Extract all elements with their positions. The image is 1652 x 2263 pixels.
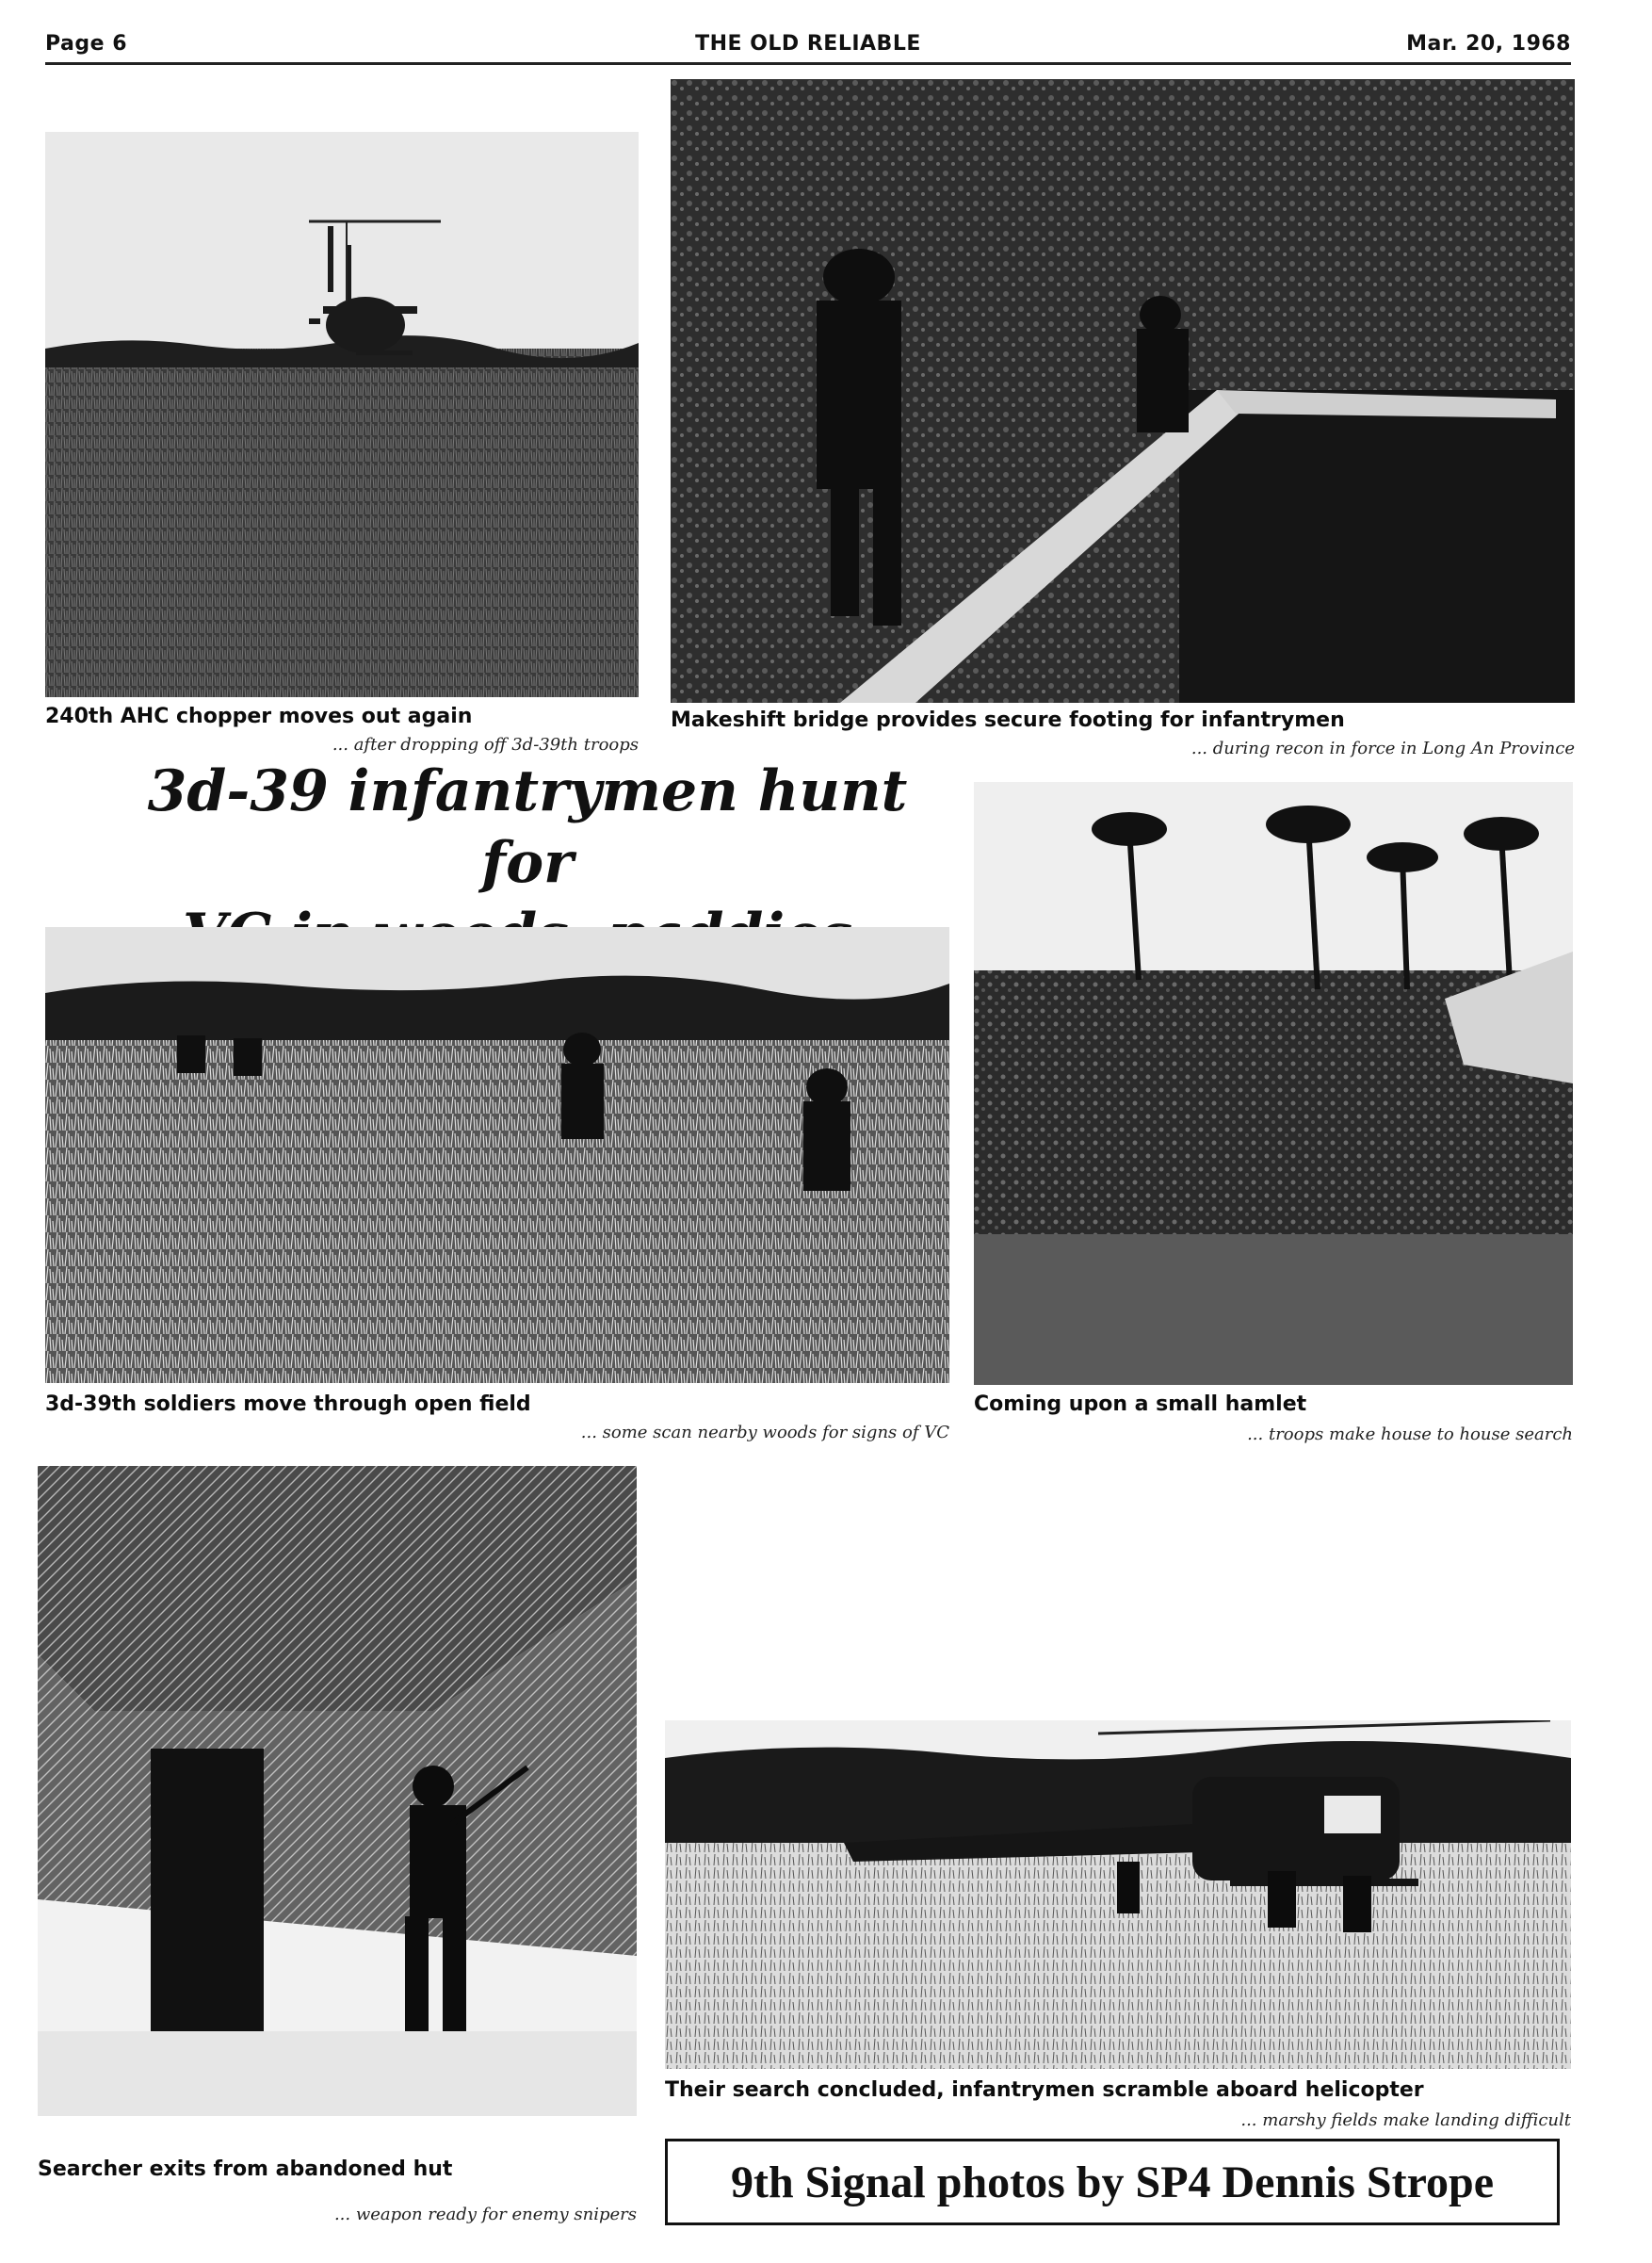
- photo-credit: 9th Signal photos by SP4 Dennis Strope: [665, 2139, 1560, 2225]
- photo-chopper: [45, 132, 639, 697]
- caption-hamlet: Coming upon a small hamlet: [974, 1392, 1307, 1416]
- newspaper-title: THE OLD RELIABLE: [695, 32, 921, 56]
- headline-line-1: 3d-39 infantrymen hunt for: [147, 758, 908, 896]
- photo-open-field: [45, 927, 949, 1383]
- subcaption-bridge: ... during recon in force in Long An Province: [1190, 739, 1575, 758]
- subcaption-open-field: ... some scan nearby woods for signs of VC: [580, 1423, 949, 1442]
- page-number: Page 6: [45, 32, 128, 56]
- subcaption-hut: ... weapon ready for enemy snipers: [333, 2205, 637, 2224]
- issue-date: Mar. 20, 1968: [1406, 32, 1571, 56]
- caption-helicopter-pickup: Their search concluded, infantrymen scramble aboard helicopter: [665, 2078, 1424, 2102]
- subcaption-hamlet: ... troops make house to house search: [1247, 1425, 1573, 1444]
- caption-chopper: 240th AHC chopper moves out again: [45, 705, 473, 728]
- caption-bridge: Makeshift bridge provides secure footing for infantrymen: [671, 708, 1345, 732]
- photo-hamlet: [974, 782, 1573, 1385]
- photo-helicopter-pickup: [665, 1720, 1571, 2069]
- caption-hut: Searcher exits from abandoned hut: [38, 2157, 453, 2181]
- caption-open-field: 3d-39th soldiers move through open field: [45, 1392, 531, 1416]
- photo-hut: [38, 1466, 637, 2116]
- masthead: [45, 28, 1571, 65]
- photo-bridge: [671, 79, 1575, 703]
- subcaption-chopper: ... after dropping off 3d-39th troops: [332, 735, 639, 755]
- subcaption-helicopter-pickup: ... marshy fields make landing difficult: [1240, 2110, 1571, 2130]
